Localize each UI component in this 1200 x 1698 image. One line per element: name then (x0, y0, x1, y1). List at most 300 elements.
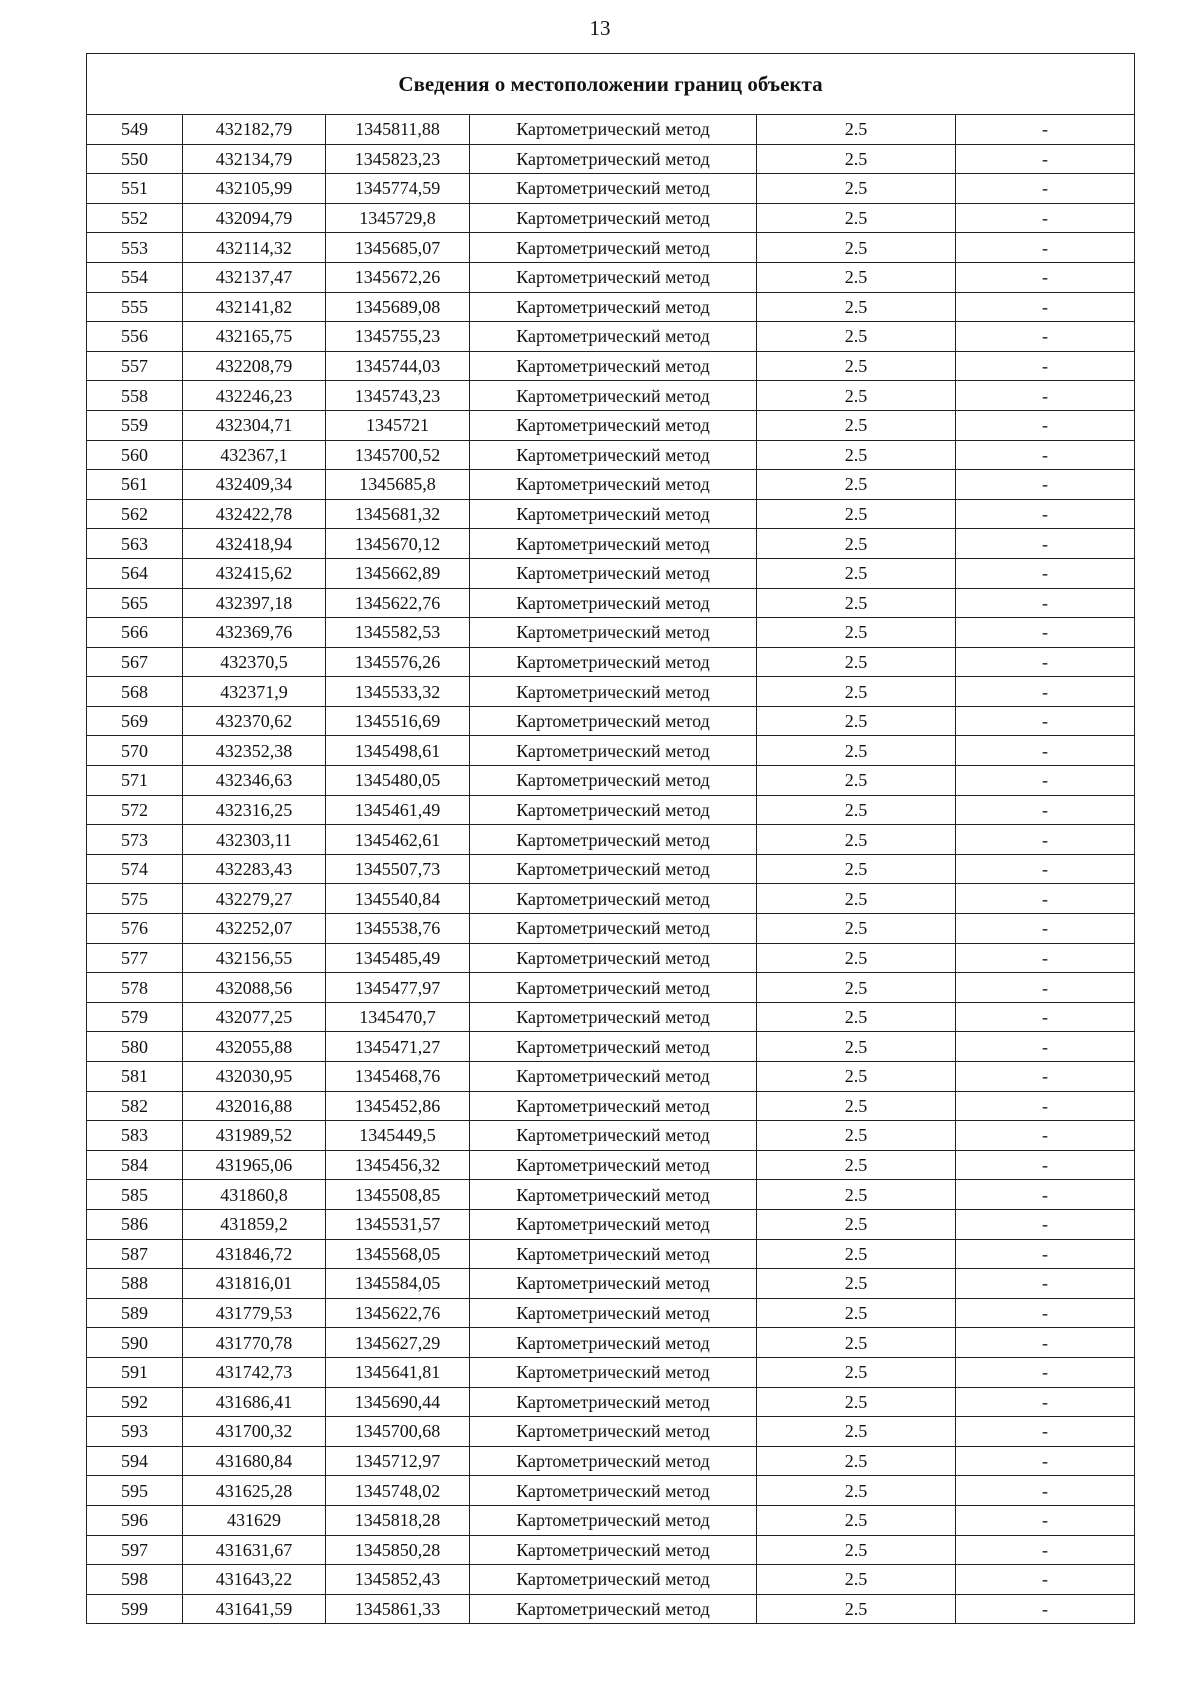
description-cell: - (956, 440, 1135, 470)
point-number-cell: 558 (87, 381, 183, 411)
x-coordinate-cell: 432367,1 (183, 440, 326, 470)
x-coordinate-cell: 432114,32 (183, 233, 326, 263)
method-cell: Картометрический метод (470, 854, 757, 884)
method-cell: Картометрический метод (470, 262, 757, 292)
y-coordinate-cell: 1345622,76 (326, 588, 470, 618)
x-coordinate-cell: 432077,25 (183, 1002, 326, 1032)
point-number-cell: 577 (87, 943, 183, 973)
y-coordinate-cell: 1345690,44 (326, 1387, 470, 1417)
description-cell: - (956, 647, 1135, 677)
description-cell: - (956, 1476, 1135, 1506)
y-coordinate-cell: 1345670,12 (326, 529, 470, 559)
accuracy-cell: 2.5 (757, 292, 956, 322)
point-number-cell: 566 (87, 618, 183, 648)
point-number-cell: 579 (87, 1002, 183, 1032)
y-coordinate-cell: 1345641,81 (326, 1357, 470, 1387)
method-cell: Картометрический метод (470, 766, 757, 796)
accuracy-cell: 2.5 (757, 706, 956, 736)
point-number-cell: 597 (87, 1535, 183, 1565)
y-coordinate-cell: 1345452,86 (326, 1091, 470, 1121)
point-number-cell: 559 (87, 410, 183, 440)
x-coordinate-cell: 432352,38 (183, 736, 326, 766)
point-number-cell: 563 (87, 529, 183, 559)
description-cell: - (956, 1032, 1135, 1062)
point-number-cell: 575 (87, 884, 183, 914)
method-cell: Картометрический метод (470, 973, 757, 1003)
y-coordinate-cell: 1345852,43 (326, 1565, 470, 1595)
y-coordinate-cell: 1345538,76 (326, 914, 470, 944)
y-coordinate-cell: 1345850,28 (326, 1535, 470, 1565)
point-number-cell: 586 (87, 1209, 183, 1239)
accuracy-cell: 2.5 (757, 1121, 956, 1151)
accuracy-cell: 2.5 (757, 766, 956, 796)
point-number-cell: 587 (87, 1239, 183, 1269)
point-number-cell: 580 (87, 1032, 183, 1062)
method-cell: Картометрический метод (470, 233, 757, 263)
description-cell: - (956, 470, 1135, 500)
y-coordinate-cell: 1345461,49 (326, 795, 470, 825)
y-coordinate-cell: 1345477,97 (326, 973, 470, 1003)
description-cell: - (956, 1298, 1135, 1328)
page-number: 13 (589, 16, 611, 40)
description-cell: - (956, 233, 1135, 263)
point-number-cell: 554 (87, 262, 183, 292)
method-cell: Картометрический метод (470, 1565, 757, 1595)
point-number-cell: 584 (87, 1150, 183, 1180)
accuracy-cell: 2.5 (757, 203, 956, 233)
description-cell: - (956, 1594, 1135, 1624)
y-coordinate-cell: 1345462,61 (326, 825, 470, 855)
description-cell: - (956, 825, 1135, 855)
accuracy-cell: 2.5 (757, 351, 956, 381)
method-cell: Картометрический метод (470, 1328, 757, 1358)
accuracy-cell: 2.5 (757, 322, 956, 352)
description-cell: - (956, 1180, 1135, 1210)
description-cell: - (956, 1387, 1135, 1417)
accuracy-cell: 2.5 (757, 1417, 956, 1447)
table-row (87, 825, 1135, 855)
accuracy-cell: 2.5 (757, 1180, 956, 1210)
x-coordinate-cell: 431625,28 (183, 1476, 326, 1506)
y-coordinate-cell: 1345755,23 (326, 322, 470, 352)
y-coordinate-cell: 1345700,52 (326, 440, 470, 470)
description-cell: - (956, 1269, 1135, 1299)
table-row (87, 558, 1135, 588)
description-cell: - (956, 1417, 1135, 1447)
table-row (87, 766, 1135, 796)
point-number-cell: 588 (87, 1269, 183, 1299)
accuracy-cell: 2.5 (757, 1298, 956, 1328)
table-row (87, 618, 1135, 648)
x-coordinate-cell: 432346,63 (183, 766, 326, 796)
method-cell: Картометрический метод (470, 499, 757, 529)
table-row (87, 440, 1135, 470)
table-row (87, 1091, 1135, 1121)
table-row (87, 144, 1135, 174)
x-coordinate-cell: 432016,88 (183, 1091, 326, 1121)
x-coordinate-cell: 431860,8 (183, 1180, 326, 1210)
point-number-cell: 561 (87, 470, 183, 500)
point-number-cell: 569 (87, 706, 183, 736)
y-coordinate-cell: 1345470,7 (326, 1002, 470, 1032)
method-cell: Картометрический метод (470, 292, 757, 322)
accuracy-cell: 2.5 (757, 914, 956, 944)
point-number-cell: 590 (87, 1328, 183, 1358)
x-coordinate-cell: 432370,62 (183, 706, 326, 736)
description-cell: - (956, 558, 1135, 588)
accuracy-cell: 2.5 (757, 440, 956, 470)
y-coordinate-cell: 1345685,07 (326, 233, 470, 263)
method-cell: Картометрический метод (470, 1417, 757, 1447)
point-number-cell: 556 (87, 322, 183, 352)
y-coordinate-cell: 1345712,97 (326, 1446, 470, 1476)
method-cell: Картометрический метод (470, 381, 757, 411)
accuracy-cell: 2.5 (757, 973, 956, 1003)
point-number-cell: 568 (87, 677, 183, 707)
y-coordinate-cell: 1345516,69 (326, 706, 470, 736)
x-coordinate-cell: 432094,79 (183, 203, 326, 233)
description-cell: - (956, 588, 1135, 618)
method-cell: Картометрический метод (470, 943, 757, 973)
table-row (87, 588, 1135, 618)
accuracy-cell: 2.5 (757, 115, 956, 145)
table-row (87, 706, 1135, 736)
y-coordinate-cell: 1345622,76 (326, 1298, 470, 1328)
x-coordinate-cell: 432208,79 (183, 351, 326, 381)
method-cell: Картометрический метод (470, 529, 757, 559)
point-number-cell: 594 (87, 1446, 183, 1476)
x-coordinate-cell: 431629 (183, 1505, 326, 1535)
description-cell: - (956, 1239, 1135, 1269)
table-row (87, 1062, 1135, 1092)
method-cell: Картометрический метод (470, 1091, 757, 1121)
table-row (87, 233, 1135, 263)
method-cell: Картометрический метод (470, 1121, 757, 1151)
x-coordinate-cell: 431846,72 (183, 1239, 326, 1269)
x-coordinate-cell: 432088,56 (183, 973, 326, 1003)
table-row (87, 410, 1135, 440)
accuracy-cell: 2.5 (757, 1032, 956, 1062)
table-row (87, 795, 1135, 825)
y-coordinate-cell: 1345485,49 (326, 943, 470, 973)
accuracy-cell: 2.5 (757, 618, 956, 648)
method-cell: Картометрический метод (470, 115, 757, 145)
description-cell: - (956, 795, 1135, 825)
accuracy-cell: 2.5 (757, 1328, 956, 1358)
description-cell: - (956, 1505, 1135, 1535)
x-coordinate-cell: 432246,23 (183, 381, 326, 411)
table-row (87, 1328, 1135, 1358)
accuracy-cell: 2.5 (757, 529, 956, 559)
y-coordinate-cell: 1345689,08 (326, 292, 470, 322)
method-cell: Картометрический метод (470, 1476, 757, 1506)
accuracy-cell: 2.5 (757, 470, 956, 500)
description-cell: - (956, 1091, 1135, 1121)
x-coordinate-cell: 432303,11 (183, 825, 326, 855)
table-row (87, 677, 1135, 707)
description-cell: - (956, 115, 1135, 145)
point-number-cell: 571 (87, 766, 183, 796)
accuracy-cell: 2.5 (757, 499, 956, 529)
accuracy-cell: 2.5 (757, 1387, 956, 1417)
method-cell: Картометрический метод (470, 1357, 757, 1387)
description-cell: - (956, 854, 1135, 884)
point-number-cell: 583 (87, 1121, 183, 1151)
y-coordinate-cell: 1345774,59 (326, 174, 470, 204)
accuracy-cell: 2.5 (757, 1446, 956, 1476)
accuracy-cell: 2.5 (757, 1357, 956, 1387)
method-cell: Картометрический метод (470, 174, 757, 204)
point-number-cell: 581 (87, 1062, 183, 1092)
accuracy-cell: 2.5 (757, 825, 956, 855)
x-coordinate-cell: 431859,2 (183, 1209, 326, 1239)
table-row (87, 1209, 1135, 1239)
accuracy-cell: 2.5 (757, 647, 956, 677)
point-number-cell: 555 (87, 292, 183, 322)
y-coordinate-cell: 1345456,32 (326, 1150, 470, 1180)
x-coordinate-cell: 431989,52 (183, 1121, 326, 1151)
y-coordinate-cell: 1345449,5 (326, 1121, 470, 1151)
x-coordinate-cell: 432409,34 (183, 470, 326, 500)
table-row (87, 529, 1135, 559)
table-row (87, 1505, 1135, 1535)
table-row (87, 203, 1135, 233)
description-cell: - (956, 203, 1135, 233)
boundary-coordinates-table (86, 53, 1135, 1624)
description-cell: - (956, 381, 1135, 411)
y-coordinate-cell: 1345627,29 (326, 1328, 470, 1358)
method-cell: Картометрический метод (470, 1505, 757, 1535)
method-cell: Картометрический метод (470, 1446, 757, 1476)
accuracy-cell: 2.5 (757, 1209, 956, 1239)
y-coordinate-cell: 1345508,85 (326, 1180, 470, 1210)
table-body (87, 54, 1135, 1624)
accuracy-cell: 2.5 (757, 381, 956, 411)
y-coordinate-cell: 1345584,05 (326, 1269, 470, 1299)
accuracy-cell: 2.5 (757, 410, 956, 440)
method-cell: Картометрический метод (470, 677, 757, 707)
accuracy-cell: 2.5 (757, 884, 956, 914)
description-cell: - (956, 351, 1135, 381)
method-cell: Картометрический метод (470, 1032, 757, 1062)
x-coordinate-cell: 432316,25 (183, 795, 326, 825)
point-number-cell: 567 (87, 647, 183, 677)
x-coordinate-cell: 432422,78 (183, 499, 326, 529)
x-coordinate-cell: 432165,75 (183, 322, 326, 352)
table-row (87, 1446, 1135, 1476)
point-number-cell: 572 (87, 795, 183, 825)
accuracy-cell: 2.5 (757, 736, 956, 766)
accuracy-cell: 2.5 (757, 1002, 956, 1032)
x-coordinate-cell: 431686,41 (183, 1387, 326, 1417)
table-row (87, 1476, 1135, 1506)
point-number-cell: 598 (87, 1565, 183, 1595)
accuracy-cell: 2.5 (757, 1239, 956, 1269)
description-cell: - (956, 736, 1135, 766)
y-coordinate-cell: 1345818,28 (326, 1505, 470, 1535)
x-coordinate-cell: 431631,67 (183, 1535, 326, 1565)
y-coordinate-cell: 1345748,02 (326, 1476, 470, 1506)
table-row (87, 914, 1135, 944)
x-coordinate-cell: 432182,79 (183, 115, 326, 145)
description-cell: - (956, 1150, 1135, 1180)
x-coordinate-cell: 431742,73 (183, 1357, 326, 1387)
x-coordinate-cell: 432304,71 (183, 410, 326, 440)
accuracy-cell: 2.5 (757, 1150, 956, 1180)
table-row (87, 1535, 1135, 1565)
method-cell: Картометрический метод (470, 1002, 757, 1032)
point-number-cell: 553 (87, 233, 183, 263)
y-coordinate-cell: 1345540,84 (326, 884, 470, 914)
x-coordinate-cell: 432371,9 (183, 677, 326, 707)
point-number-cell: 557 (87, 351, 183, 381)
y-coordinate-cell: 1345568,05 (326, 1239, 470, 1269)
x-coordinate-cell: 432252,07 (183, 914, 326, 944)
point-number-cell: 592 (87, 1387, 183, 1417)
table-row (87, 322, 1135, 352)
table-row (87, 884, 1135, 914)
method-cell: Картометрический метод (470, 144, 757, 174)
x-coordinate-cell: 431770,78 (183, 1328, 326, 1358)
accuracy-cell: 2.5 (757, 1062, 956, 1092)
y-coordinate-cell: 1345672,26 (326, 262, 470, 292)
description-cell: - (956, 884, 1135, 914)
point-number-cell: 578 (87, 973, 183, 1003)
accuracy-cell: 2.5 (757, 262, 956, 292)
method-cell: Картометрический метод (470, 1209, 757, 1239)
table-row (87, 1121, 1135, 1151)
description-cell: - (956, 914, 1135, 944)
y-coordinate-cell: 1345507,73 (326, 854, 470, 884)
table-row (87, 115, 1135, 145)
accuracy-cell: 2.5 (757, 1505, 956, 1535)
x-coordinate-cell: 432370,5 (183, 647, 326, 677)
y-coordinate-cell: 1345681,32 (326, 499, 470, 529)
y-coordinate-cell: 1345582,53 (326, 618, 470, 648)
point-number-cell: 599 (87, 1594, 183, 1624)
point-number-cell: 582 (87, 1091, 183, 1121)
description-cell: - (956, 262, 1135, 292)
table-row (87, 262, 1135, 292)
method-cell: Картометрический метод (470, 1535, 757, 1565)
x-coordinate-cell: 431680,84 (183, 1446, 326, 1476)
description-cell: - (956, 529, 1135, 559)
description-cell: - (956, 1535, 1135, 1565)
x-coordinate-cell: 432055,88 (183, 1032, 326, 1062)
table-title: Сведения о местоположении границ объекта (87, 54, 1135, 115)
method-cell: Картометрический метод (470, 1180, 757, 1210)
y-coordinate-cell: 1345468,76 (326, 1062, 470, 1092)
y-coordinate-cell: 1345721 (326, 410, 470, 440)
method-cell: Картометрический метод (470, 1387, 757, 1417)
table-row (87, 854, 1135, 884)
x-coordinate-cell: 432156,55 (183, 943, 326, 973)
y-coordinate-cell: 1345823,23 (326, 144, 470, 174)
x-coordinate-cell: 432369,76 (183, 618, 326, 648)
table-row (87, 1239, 1135, 1269)
method-cell: Картометрический метод (470, 1239, 757, 1269)
x-coordinate-cell: 432283,43 (183, 854, 326, 884)
point-number-cell: 565 (87, 588, 183, 618)
method-cell: Картометрический метод (470, 736, 757, 766)
point-number-cell: 560 (87, 440, 183, 470)
description-cell: - (956, 1002, 1135, 1032)
table-row (87, 973, 1135, 1003)
x-coordinate-cell: 431965,06 (183, 1150, 326, 1180)
accuracy-cell: 2.5 (757, 1565, 956, 1595)
point-number-cell: 551 (87, 174, 183, 204)
table-row (87, 1357, 1135, 1387)
accuracy-cell: 2.5 (757, 233, 956, 263)
x-coordinate-cell: 432105,99 (183, 174, 326, 204)
description-cell: - (956, 1209, 1135, 1239)
table-row (87, 736, 1135, 766)
x-coordinate-cell: 431641,59 (183, 1594, 326, 1624)
x-coordinate-cell: 432134,79 (183, 144, 326, 174)
accuracy-cell: 2.5 (757, 558, 956, 588)
method-cell: Картометрический метод (470, 203, 757, 233)
y-coordinate-cell: 1345744,03 (326, 351, 470, 381)
method-cell: Картометрический метод (470, 351, 757, 381)
description-cell: - (956, 706, 1135, 736)
method-cell: Картометрический метод (470, 618, 757, 648)
point-number-cell: 585 (87, 1180, 183, 1210)
accuracy-cell: 2.5 (757, 1535, 956, 1565)
x-coordinate-cell: 432418,94 (183, 529, 326, 559)
point-number-cell: 576 (87, 914, 183, 944)
point-number-cell: 595 (87, 1476, 183, 1506)
description-cell: - (956, 144, 1135, 174)
accuracy-cell: 2.5 (757, 588, 956, 618)
description-cell: - (956, 973, 1135, 1003)
table-row (87, 647, 1135, 677)
x-coordinate-cell: 432137,47 (183, 262, 326, 292)
description-cell: - (956, 677, 1135, 707)
accuracy-cell: 2.5 (757, 677, 956, 707)
description-cell: - (956, 943, 1135, 973)
accuracy-cell: 2.5 (757, 1594, 956, 1624)
method-cell: Картометрический метод (470, 440, 757, 470)
method-cell: Картометрический метод (470, 1594, 757, 1624)
point-number-cell: 573 (87, 825, 183, 855)
table-row (87, 1269, 1135, 1299)
method-cell: Картометрический метод (470, 706, 757, 736)
table-row (87, 1180, 1135, 1210)
y-coordinate-cell: 1345480,05 (326, 766, 470, 796)
method-cell: Картометрический метод (470, 410, 757, 440)
x-coordinate-cell: 432141,82 (183, 292, 326, 322)
table-row (87, 1565, 1135, 1595)
method-cell: Картометрический метод (470, 588, 757, 618)
y-coordinate-cell: 1345662,89 (326, 558, 470, 588)
point-number-cell: 549 (87, 115, 183, 145)
y-coordinate-cell: 1345729,8 (326, 203, 470, 233)
x-coordinate-cell: 432030,95 (183, 1062, 326, 1092)
table-row (87, 1298, 1135, 1328)
y-coordinate-cell: 1345811,88 (326, 115, 470, 145)
method-cell: Картометрический метод (470, 825, 757, 855)
method-cell: Картометрический метод (470, 322, 757, 352)
table-row (87, 351, 1135, 381)
y-coordinate-cell: 1345576,26 (326, 647, 470, 677)
point-number-cell: 589 (87, 1298, 183, 1328)
x-coordinate-cell: 432279,27 (183, 884, 326, 914)
table-title-row (87, 54, 1135, 115)
method-cell: Картометрический метод (470, 470, 757, 500)
method-cell: Картометрический метод (470, 1062, 757, 1092)
method-cell: Картометрический метод (470, 795, 757, 825)
table-row (87, 1387, 1135, 1417)
